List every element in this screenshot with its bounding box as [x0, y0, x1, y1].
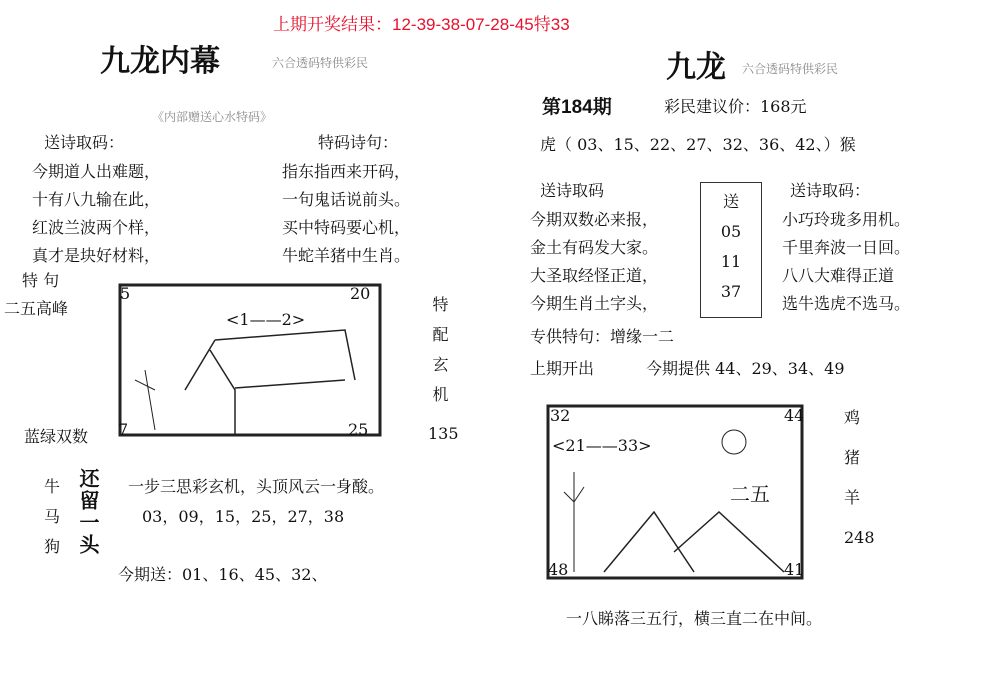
last-open: 上期开出	[530, 359, 595, 378]
left-subtitle: 六合透码特供彩民	[272, 56, 369, 70]
price: 彩民建议价：168元	[664, 97, 807, 116]
animal: 牛	[44, 477, 61, 496]
right-poem-right-head: 送诗取码：	[790, 181, 871, 200]
right-poem-left-head: 送诗取码	[540, 181, 605, 200]
lan-lv: 蓝绿双数	[24, 427, 89, 446]
poem-line: 十有八九输在此，	[32, 190, 161, 209]
footer: 一八睇落三五行，横三直二在中间。	[566, 609, 823, 628]
poem-line: 今期生肖土字头，	[530, 294, 659, 313]
poem-line: 一句鬼话说前头。	[282, 190, 411, 209]
pic-text: <21——33>	[552, 436, 652, 455]
corner-tr: 20	[350, 284, 371, 303]
right-title: 九龙	[666, 50, 726, 85]
poem-line: 买中特码要心机，	[282, 218, 411, 237]
poem-line: 指东指西来开码，	[282, 162, 411, 181]
poem-line: 今期双数必来报，	[530, 210, 659, 229]
phrase: 一步三思彩玄机，头顶风云一身酸。	[128, 477, 385, 496]
send-box	[700, 182, 762, 318]
tiger-line: 虎（ 03、15、22、27、32、36、42、）猴	[540, 135, 856, 154]
poem-line: 牛蛇羊猪中生肖。	[282, 246, 411, 265]
issue: 第184期	[542, 97, 612, 118]
er-wu: 二五高峰	[4, 299, 69, 318]
left-inner-title: 《内部赠送心水特码》	[152, 110, 273, 124]
side-num: 135	[428, 424, 459, 443]
numbers: 03，09，15，25，27，38	[142, 507, 345, 526]
hold-text: 还留一头	[76, 468, 100, 556]
side-vertical: 特配玄机	[430, 296, 449, 416]
te-ju: 特 句	[22, 271, 60, 290]
pic-text: <1——2>	[226, 310, 306, 329]
poem-line: 金土有码发大家。	[530, 238, 659, 257]
poem-line: 小巧玲珑多用机。	[782, 210, 911, 229]
special: 专供特句：增缘一二	[530, 327, 675, 346]
poem-line: 千里奔波一日回。	[782, 238, 911, 257]
box-num: 11	[720, 252, 742, 271]
box-label: 送	[722, 192, 739, 211]
left-title: 九龙内幕	[100, 44, 220, 79]
poem-line: 大圣取经怪正道，	[530, 266, 659, 285]
animal: 狗	[44, 537, 61, 556]
last-result: 上期开奖结果：12-39-38-07-28-45特33	[273, 15, 570, 34]
poem-line: 红波兰波两个样，	[32, 218, 161, 237]
corner-tr: 44	[784, 406, 805, 425]
poem-line: 八八大难得正道	[782, 266, 895, 285]
box-num: 05	[720, 222, 742, 241]
animal: 马	[44, 507, 61, 526]
left-poem-head: 送诗取码：	[44, 133, 125, 152]
corner-bl: 48	[548, 560, 569, 579]
provide: 今期提供 44、29、34、49	[646, 359, 845, 378]
side-animal: 羊	[844, 488, 861, 507]
corner-tl: 32	[550, 406, 571, 425]
side-animal: 猪	[844, 448, 861, 467]
corner-bl: 7	[118, 420, 129, 439]
right-subtitle: 六合透码特供彩民	[742, 62, 839, 76]
side-animal: 鸡	[844, 408, 861, 427]
poem-line: 选牛选虎不选马。	[782, 294, 911, 313]
box-num: 37	[720, 282, 742, 301]
corner-br: 25	[348, 420, 369, 439]
corner-tl: 5	[120, 284, 131, 303]
pic-char: 二五	[730, 482, 770, 506]
poem-line: 今期道人出难题，	[32, 162, 161, 181]
corner-br: 41	[784, 560, 805, 579]
left-sketch	[115, 280, 385, 440]
today-send: 今期送：01、16、45、32、	[118, 565, 328, 584]
right-poem-head: 特码诗句：	[318, 133, 399, 152]
poem-line: 真才是块好材料，	[32, 246, 161, 265]
side-num: 248	[844, 528, 875, 547]
